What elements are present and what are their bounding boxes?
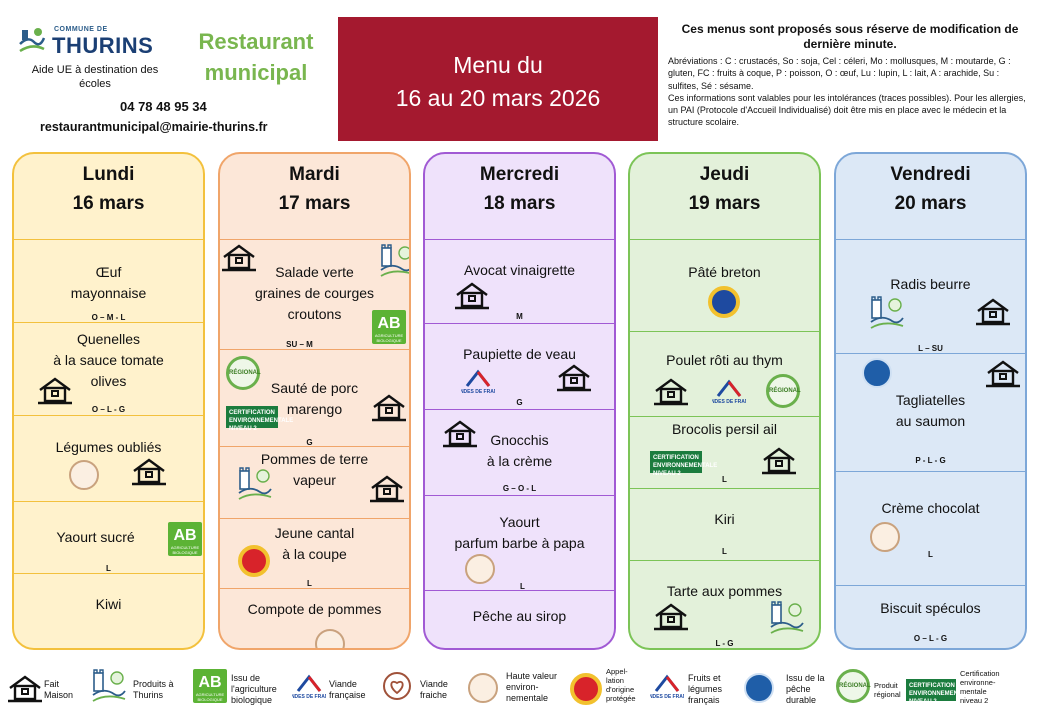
day-name: Lundi bbox=[82, 164, 135, 185]
allergens: P - L - G bbox=[915, 456, 946, 465]
menu-title-line1: Menu du bbox=[453, 52, 543, 78]
dish-section bbox=[836, 239, 1025, 353]
dish-section bbox=[630, 416, 819, 488]
dish-section bbox=[630, 488, 819, 560]
produit-regional-icon: RÉGIONAL bbox=[226, 356, 260, 390]
produits-thurins-icon bbox=[380, 244, 411, 280]
dish-section bbox=[220, 349, 409, 446]
dish-name: Crème chocolat bbox=[881, 500, 980, 516]
produit-regional-icon: RÉGIONAL bbox=[766, 374, 800, 408]
ab-caption: AGRICULTURE BIOLOGIQUE bbox=[170, 545, 200, 555]
legend-aop: Appel- lation d'origine protégée bbox=[606, 667, 636, 703]
peche-durable-icon bbox=[744, 673, 774, 703]
fait-maison-icon bbox=[986, 360, 1020, 388]
dish-name: Sauté de porc marengo bbox=[270, 380, 359, 417]
dish-name: Pâté breton bbox=[688, 264, 761, 280]
day-date: 16 mars bbox=[72, 193, 145, 214]
dish-section bbox=[425, 590, 614, 650]
fait-maison-icon bbox=[976, 298, 1010, 326]
menu-title-dates: 16 au 20 mars 2026 bbox=[395, 85, 601, 111]
day-name: Mardi bbox=[289, 164, 340, 185]
day-header bbox=[630, 154, 819, 239]
ab-letters: AB bbox=[377, 315, 401, 332]
day-name: Jeudi bbox=[699, 164, 750, 185]
dish-section bbox=[836, 585, 1025, 650]
allergens: O – L - G bbox=[913, 634, 948, 643]
allergens: SU – M bbox=[286, 340, 313, 349]
day-date: 20 mars bbox=[894, 193, 967, 214]
dish-section bbox=[220, 446, 409, 518]
dish-name: Salade verte graines de courges croutons bbox=[254, 264, 375, 322]
dish-name: Radis beurre bbox=[890, 276, 971, 292]
allergens: L bbox=[928, 550, 933, 559]
legend-viande-francaise: Viande française bbox=[329, 679, 366, 700]
viande-fraiche-badge-icon bbox=[315, 629, 345, 650]
viande-fraiche-badge-icon bbox=[69, 460, 99, 490]
fait-maison-icon bbox=[222, 244, 256, 272]
restaurant-title: Restaurant municipal bbox=[198, 29, 314, 85]
allergens: O – M - L bbox=[91, 313, 126, 322]
ab-caption: AGRICULTURE BIOLOGIQUE bbox=[374, 333, 404, 343]
thurins-logo bbox=[18, 24, 168, 62]
dish-name: Œuf mayonnaise bbox=[70, 264, 147, 301]
fait-maison-icon bbox=[557, 364, 591, 392]
produits-thurins-icon bbox=[238, 467, 272, 503]
allergens: G bbox=[306, 438, 313, 447]
dish-section bbox=[630, 560, 819, 650]
legend bbox=[0, 665, 1040, 720]
day-date: 19 mars bbox=[688, 193, 761, 214]
day-column-mardi bbox=[218, 152, 411, 650]
fait-maison-icon bbox=[372, 394, 406, 422]
dish-name: Avocat vinaigrette bbox=[463, 262, 576, 278]
allergens: G – O - L bbox=[502, 484, 537, 493]
legend-peche: Issu de la pêche durable bbox=[786, 673, 825, 705]
dish-section bbox=[425, 323, 614, 409]
legend-hve: Haute valeur environ- nementale bbox=[506, 671, 558, 703]
viande-fraiche-icon bbox=[382, 671, 412, 701]
day-date: 17 mars bbox=[278, 193, 351, 214]
dish-section bbox=[220, 239, 409, 349]
dish-name: Pommes de terre vapeur bbox=[260, 451, 369, 488]
fait-maison-icon bbox=[654, 378, 688, 406]
produits-thurins-icon bbox=[870, 296, 904, 332]
dish-section bbox=[14, 501, 203, 573]
notes-block bbox=[668, 22, 1032, 129]
viande-francaise-icon bbox=[712, 378, 746, 406]
allergens: G bbox=[516, 398, 523, 407]
agriculture-bio-icon bbox=[168, 522, 202, 556]
allergens: L bbox=[520, 582, 525, 591]
aop-icon bbox=[570, 673, 602, 705]
dish-name: Tarte aux pommes bbox=[666, 583, 783, 599]
allergens: M bbox=[516, 312, 523, 321]
dish-name: Brocolis persil ail bbox=[671, 421, 778, 437]
day-column-jeudi bbox=[628, 152, 821, 650]
allergens: L - G bbox=[715, 639, 734, 648]
day-header bbox=[836, 154, 1025, 239]
notes-title: Ces menus sont proposés sous réserve de modification de dernière minute. bbox=[681, 22, 1019, 51]
allergens: L bbox=[106, 564, 111, 573]
dish-name: Kiwi bbox=[95, 596, 122, 612]
dish-section bbox=[14, 239, 203, 322]
dish-name: Paupiette de veau bbox=[463, 346, 576, 362]
town-name: THURINS bbox=[52, 33, 154, 58]
certification-env-icon: CERTIFICATION ENVIRONNEMENTALE NIVEAU 2 bbox=[650, 451, 702, 473]
dish-section bbox=[425, 495, 614, 590]
dish-section bbox=[14, 573, 203, 643]
allergens: O – L - G bbox=[91, 405, 126, 414]
fait-maison-icon bbox=[443, 420, 477, 448]
day-header bbox=[220, 154, 409, 239]
notes-allergy: Ces informations sont valables pour les intolérances (traces possibles). Pour les allergies, un PAI (Protocole d'Accueil Individualisé) doit être mis en place avec le médecin et la structure scolaire. bbox=[668, 92, 1026, 128]
dish-section bbox=[836, 471, 1025, 585]
hve-icon bbox=[468, 673, 498, 703]
allergens: L bbox=[722, 475, 727, 484]
day-date: 18 mars bbox=[483, 193, 556, 214]
dish-section bbox=[836, 353, 1025, 471]
email-address[interactable]: restaurantmunicipal@mairie-thurins.fr bbox=[40, 120, 268, 134]
viande-francaise-icon bbox=[292, 673, 326, 701]
dish-section bbox=[425, 409, 614, 495]
ab-letters: AB bbox=[173, 527, 197, 544]
allergens: L bbox=[307, 579, 312, 588]
certification-env-icon: CERTIFICATION ENVIRONNEMENTALE NIVEAU 2 bbox=[226, 406, 278, 428]
dish-section bbox=[425, 239, 614, 323]
igp-label-icon bbox=[708, 286, 740, 318]
dish-section bbox=[220, 518, 409, 588]
dish-name: Gnocchis à la crème bbox=[486, 432, 553, 469]
certification-env-icon: CERTIFICATION ENVIRONNEMENTALE NIVEAU 2 bbox=[906, 679, 956, 701]
legend-regional: Produit régional bbox=[874, 681, 901, 699]
dish-section bbox=[630, 239, 819, 331]
legend-thurins: Produits à Thurins bbox=[133, 679, 174, 700]
dish-section bbox=[14, 322, 203, 415]
dish-name: Pêche au sirop bbox=[472, 608, 567, 624]
aide-ue-text: Aide UE à destination des écoles bbox=[31, 64, 159, 90]
fruits-legumes-francais-icon bbox=[650, 673, 684, 701]
produits-thurins-icon bbox=[770, 601, 804, 637]
dish-name: Quenelles à la sauce tomate olives bbox=[53, 331, 164, 389]
day-name: Vendredi bbox=[890, 164, 971, 185]
menu-title-box bbox=[338, 17, 658, 141]
dish-name: Légumes oubliés bbox=[55, 439, 162, 455]
fait-maison-icon bbox=[654, 603, 688, 631]
dish-section bbox=[220, 588, 409, 650]
phone-number: 04 78 48 95 34 bbox=[120, 99, 207, 114]
legend-viande-fraiche: Viande fraiche bbox=[420, 679, 448, 700]
legend-fait-maison: Fait Maison bbox=[44, 679, 74, 700]
legend-certification: Certification environne- mentale niveau 2 bbox=[960, 669, 1000, 705]
dish-name: Tagliatelles au saumon bbox=[895, 392, 966, 429]
notes-abbreviations: Abréviations : C : crustacés, So : soja, Cel : céleri, Mo : mollusques, M : moutarde, G : gluten, FC : fruits à coque, P : poisson, O : œuf, Lu : lupin, L : lait, A : arachide, Su : sulfites, Sé : sésame. bbox=[668, 56, 1011, 91]
peche-durable-icon bbox=[862, 358, 892, 388]
dish-section bbox=[630, 331, 819, 416]
agriculture-bio-icon bbox=[193, 669, 227, 703]
legend-bio: Issu de l'agriculture biologique bbox=[231, 673, 277, 705]
allergens: L – SU bbox=[918, 344, 943, 353]
fait-maison-icon bbox=[8, 675, 42, 703]
dish-name: Biscuit spéculos bbox=[880, 600, 981, 616]
day-column-vendredi bbox=[834, 152, 1027, 650]
day-header bbox=[14, 154, 203, 239]
dish-name: Kiri bbox=[714, 511, 735, 527]
day-column-mercredi bbox=[423, 152, 616, 650]
legend-fruits-legumes: Fruits et légumes français bbox=[688, 673, 723, 705]
ab-letters: AB bbox=[198, 674, 222, 691]
fait-maison-icon bbox=[370, 475, 404, 503]
produits-thurins-icon bbox=[92, 669, 126, 705]
allergens: L bbox=[722, 547, 727, 556]
dish-name: Yaourt parfum barbe à papa bbox=[454, 514, 585, 551]
dish-name: Compote de pommes bbox=[247, 601, 382, 617]
day-header bbox=[425, 154, 614, 239]
commune-label: COMMUNE DE bbox=[54, 26, 108, 33]
fait-maison-icon bbox=[132, 458, 166, 486]
thurins-logo-icon bbox=[18, 26, 46, 56]
dish-name: Yaourt sucré bbox=[56, 529, 135, 545]
dish-name: Jeune cantal à la coupe bbox=[274, 525, 355, 562]
dish-section bbox=[14, 415, 203, 501]
produit-regional-icon: RÉGIONAL bbox=[836, 669, 870, 703]
dish-name: Poulet rôti au thym bbox=[666, 352, 783, 368]
day-name: Mercredi bbox=[479, 164, 560, 185]
day-column-lundi bbox=[12, 152, 205, 650]
ab-caption: AGRICULTURE BIOLOGIQUE bbox=[195, 692, 225, 702]
